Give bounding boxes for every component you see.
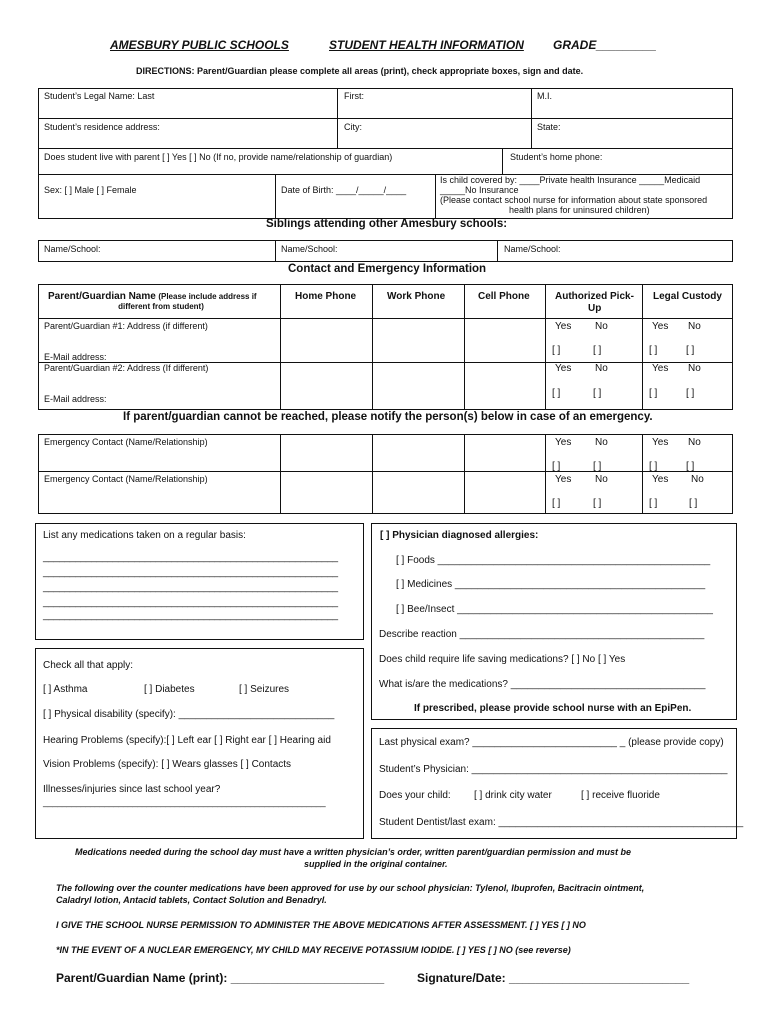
fluoride-checkbox[interactable]: [ ] receive fluoride [581,790,660,801]
col-work-phone: Work Phone [387,291,446,302]
asthma-checkbox[interactable]: [ ] Asthma [43,684,88,695]
sibling-2-field[interactable]: Name/School: [281,244,338,254]
custody-yes-checkbox[interactable]: [ ] [649,461,658,472]
sex-checkboxes[interactable]: Sex: [ ] Male [ ] Female [44,185,137,195]
pickup-no-checkbox[interactable]: [ ] [593,388,602,399]
pickup-yes-checkbox[interactable]: [ ] [552,388,561,399]
allergies-title[interactable]: [ ] Physician diagnosed allergies: [380,530,539,541]
pickup-yes-label: Yes [555,321,572,332]
allergy-foods[interactable]: [ ] Foods _________________________________________________ [396,555,711,566]
pickup-yes-label: Yes [555,437,572,448]
allergy-reaction[interactable]: Describe reaction ____________________________________________ [379,629,705,640]
col-parent-name: Parent/Guardian Name (Please include address if [48,291,257,302]
siblings-heading: Siblings attending other Amesbury schools: [266,218,508,230]
parent-2-email[interactable]: E-Mail address: [44,394,107,404]
emergency-contact-1[interactable]: Emergency Contact (Name/Relationship) [44,437,208,447]
medications-label: List any medications taken on a regular basis: [43,530,246,541]
custody-no-checkbox[interactable]: [ ] [686,388,695,399]
col-pickup-2: Up [588,303,602,314]
illnesses-line[interactable]: ____________________________________________________________ [43,797,326,807]
pickup-no-label: No [595,474,608,485]
last-physical-exam[interactable]: Last physical exam? __________________________ _ (please provide copy) [379,737,724,748]
siblings-table [38,240,733,262]
medication-line[interactable]: _______________________________________________________ [43,597,338,608]
custody-yes-checkbox[interactable]: [ ] [649,388,658,399]
medication-line[interactable]: _______________________________________________________ [43,610,338,621]
residence-address-field[interactable]: Student’s residence address: [44,122,160,132]
first-name-field[interactable]: First: [344,91,364,101]
potassium-iodide-consent[interactable]: *IN THE EVENT OF A NUCLEAR EMERGENCY, MY CHILD MAY RECEIVE POTASSIUM IODIDE. [ ] YES [ ] NO (see reverse) [56,945,571,955]
diabetes-checkbox[interactable]: [ ] Diabetes [144,684,195,695]
city-field[interactable]: City: [344,122,362,132]
meds-note-2: supplied in the original container. [304,859,448,869]
directions: DIRECTIONS: Parent/Guardian please complete all areas (print), check appropriate boxes, sign and date. [136,66,584,76]
medication-line[interactable]: _______________________________________________________ [43,567,338,578]
col-parent-note: different from student) [118,302,204,311]
parent-name-print[interactable]: Parent/Guardian Name (print): _______________________ [56,971,385,985]
grade-field[interactable]: GRADE_________ [553,38,657,52]
sibling-1-field[interactable]: Name/School: [44,244,101,254]
pickup-yes-checkbox[interactable]: [ ] [552,498,561,509]
pickup-no-checkbox[interactable]: [ ] [593,498,602,509]
custody-no-checkbox[interactable]: [ ] [686,345,695,356]
lives-with-parent[interactable]: Does student live with parent [ ] Yes [ ] No (If no, provide name/relationship of guardian) [44,152,393,162]
custody-no-checkbox[interactable]: [ ] [686,461,695,472]
what-medications[interactable]: What is/are the medications? ___________________________________ [379,679,706,690]
allergy-bee-insect[interactable]: [ ] Bee/Insect ______________________________________________ [396,604,713,615]
pickup-no-label: No [595,363,608,374]
parent-2-address[interactable]: Parent/Guardian #2: Address (If different) [44,363,209,373]
custody-no-label: No [688,363,701,374]
medication-line[interactable]: _______________________________________________________ [43,552,338,563]
parent-1-email[interactable]: E-Mail address: [44,352,107,362]
allergies-box [371,523,737,720]
legal-name-field[interactable]: Student’s Legal Name: Last [44,91,155,101]
custody-no-label: No [691,474,704,485]
signature-date[interactable]: Signature/Date: ___________________________ [417,971,690,985]
hearing-problems[interactable]: Hearing Problems (specify):[ ] Left ear [ ] Right ear [ ] Hearing aid [43,735,331,746]
coverage-line-1[interactable]: Is child covered by: ____Private health Insurance _____Medicaid [440,175,701,185]
state-field[interactable]: State: [537,122,561,132]
school-name: AMESBURY PUBLIC SCHOOLS [110,38,289,52]
does-your-child-label: Does your child: [379,790,451,801]
col-home-phone: Home Phone [295,291,357,302]
student-dentist[interactable]: Student Dentist/last exam: ____________________________________________ [379,817,744,828]
contact-heading: Contact and Emergency Information [288,263,487,275]
col-custody: Legal Custody [653,291,722,302]
custody-yes-label: Yes [652,474,669,485]
home-phone-field[interactable]: Student’s home phone: [510,152,603,162]
nurse-permission[interactable]: I GIVE THE SCHOOL NURSE PERMISSION TO ADMINISTER THE ABOVE MEDICATIONS AFTER ASSESSMENT. [ ] YES [ ] NO [56,920,586,930]
middle-initial-field[interactable]: M.I. [537,91,552,101]
illnesses-label: Illnesses/injuries since last school year? [43,784,221,795]
student-physician[interactable]: Student’s Physician: ______________________________________________ [379,764,728,775]
custody-no-label: No [688,437,701,448]
pickup-no-label: No [595,437,608,448]
date-of-birth-field[interactable]: Date of Birth: ____/_____/____ [281,185,407,195]
life-saving-meds[interactable]: Does child require life saving medications? [ ] No [ ] Yes [379,654,626,665]
allergy-medicines[interactable]: [ ] Medicines _____________________________________________ [396,579,706,590]
col-pickup: Authorized Pick- [555,291,634,302]
custody-yes-label: Yes [652,437,669,448]
otc-note-1: The following over the counter medications have been approved for use by our school physician: Tylenol, Ibuprofen, Bacitracin ointment, [56,883,645,893]
pickup-no-label: No [595,321,608,332]
parent-1-address[interactable]: Parent/Guardian #1: Address (if different) [44,321,208,331]
pickup-no-checkbox[interactable]: [ ] [593,461,602,472]
custody-no-checkbox[interactable]: [ ] [689,498,698,509]
custody-yes-label: Yes [652,363,669,374]
sibling-3-field[interactable]: Name/School: [504,244,561,254]
otc-note-2: Caladryl lotion, Antacid tablets, Contact Solution and Benadryl. [56,895,327,905]
form-title: STUDENT HEALTH INFORMATION [329,38,524,52]
emergency-contact-2[interactable]: Emergency Contact (Name/Relationship) [44,474,208,484]
pickup-yes-label: Yes [555,363,572,374]
custody-yes-label: Yes [652,321,669,332]
coverage-line-3: (Please contact school nurse for information about state sponsored [440,195,708,205]
coverage-line-2[interactable]: _____No Insurance [440,185,519,195]
medication-line[interactable]: _______________________________________________________ [43,582,338,593]
emergency-heading: If parent/guardian cannot be reached, please notify the person(s) below in case of an emergency. [123,411,653,423]
col-cell-phone: Cell Phone [478,291,530,302]
epipen-note: If prescribed, please provide school nurse with an EpiPen. [414,703,692,714]
pickup-no-checkbox[interactable]: [ ] [593,345,602,356]
meds-note-1: Medications needed during the school day must have a written physician’s order, written parent/guardian permission and must be [75,847,631,857]
check-all-label: Check all that apply: [43,660,134,671]
pickup-yes-checkbox[interactable]: [ ] [552,461,561,472]
pickup-yes-checkbox[interactable]: [ ] [552,345,561,356]
custody-no-label: No [688,321,701,332]
city-water-checkbox[interactable]: [ ] drink city water [474,790,552,801]
physical-disability[interactable]: [ ] Physical disability (specify): ____________________________ [43,709,335,720]
pickup-yes-label: Yes [555,474,572,485]
custody-yes-checkbox[interactable]: [ ] [649,498,658,509]
vision-problems[interactable]: Vision Problems (specify): [ ] Wears glasses [ ] Contacts [43,759,292,770]
seizures-checkbox[interactable]: [ ] Seizures [239,684,290,695]
coverage-line-4: health plans for uninsured children) [509,205,650,215]
custody-yes-checkbox[interactable]: [ ] [649,345,658,356]
